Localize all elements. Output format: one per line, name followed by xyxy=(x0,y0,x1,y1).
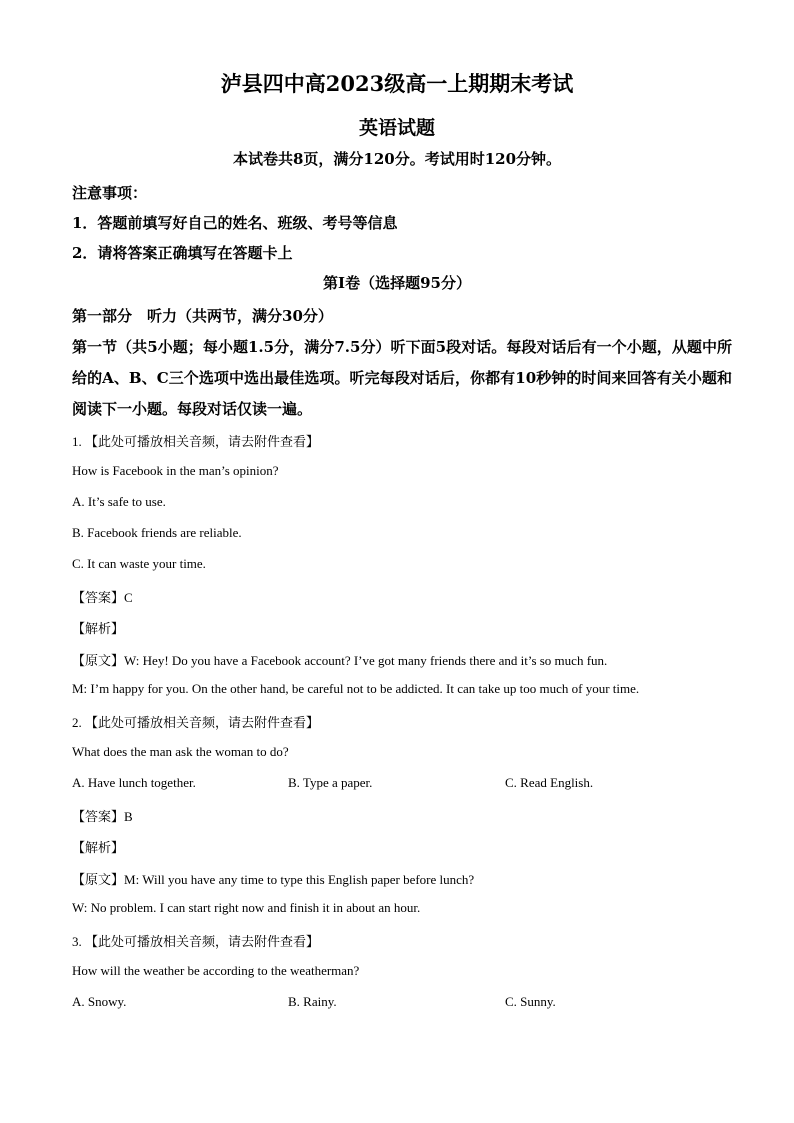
question-2-script-2: W: No problem. I can start right now and finish it in about an hour. xyxy=(72,900,421,915)
question-1-analysis xyxy=(72,618,124,637)
script-line: M: Will you have any time to type this English paper before lunch? xyxy=(124,872,475,887)
question-3-option-c: C. Sunny. xyxy=(505,994,556,1009)
volume-heading: 第I卷（选择题95分） xyxy=(323,274,471,292)
question-2-header xyxy=(72,712,319,731)
notice-item-2: 2．请将答案正确填写在答题卡上 xyxy=(72,244,293,262)
exam-title: 泸县四中高2023级高一上期期末考试 xyxy=(220,71,574,96)
notice-heading: 注意事项： xyxy=(72,184,148,202)
question-number: 2. xyxy=(72,715,82,730)
question-1-answer xyxy=(72,587,133,606)
question-2-option-b: B. Type a paper. xyxy=(288,775,373,790)
question-2-analysis xyxy=(72,837,124,856)
question-number: 3. xyxy=(72,934,82,949)
audio-note: 【此处可播放相关音频，请去附件查看】 xyxy=(85,935,320,950)
answer-value: B xyxy=(124,809,133,824)
question-2-option-c: C. Read English. xyxy=(505,775,594,790)
subject-title: 英语试题 xyxy=(358,117,435,139)
question-1-option-a: A. It’s safe to use. xyxy=(72,494,166,509)
notice-item-1: 1．答题前填写好自己的姓名、班级、考号等信息 xyxy=(72,214,398,232)
question-1-option-c: C. It can waste your time. xyxy=(72,556,206,571)
original-tag: 【原文】 xyxy=(72,873,125,888)
question-3-header xyxy=(72,931,319,950)
analysis-tag: 【解析】 xyxy=(72,841,125,856)
question-1-header xyxy=(72,431,319,450)
question-1-option-b: B. Facebook friends are reliable. xyxy=(72,525,242,540)
answer-tag: 【答案】 xyxy=(72,810,125,825)
question-1-script-1 xyxy=(72,650,607,669)
analysis-tag: 【解析】 xyxy=(72,622,125,637)
question-3-option-b: B. Rainy. xyxy=(288,994,337,1009)
question-2-script-1 xyxy=(72,869,474,888)
exam-info: 本试卷共8页，满分120分。考试用时120分钟。 xyxy=(232,150,562,168)
answer-value: C xyxy=(124,590,133,605)
question-2-option-a: A. Have lunch together. xyxy=(72,775,196,790)
question-3-option-a: A. Snowy. xyxy=(72,994,127,1009)
question-number: 1. xyxy=(72,434,82,449)
question-1-script-2: M: I’m happy for you. On the other hand, be careful not to be addicted. It can take up too much of your time. xyxy=(72,681,640,696)
part-heading: 第一部分 听力（共两节，满分30分） xyxy=(72,307,333,325)
question-3-stem: How will the weather be according to the weatherman? xyxy=(72,963,360,978)
original-tag: 【原文】 xyxy=(72,654,125,669)
answer-tag: 【答案】 xyxy=(72,591,125,606)
script-line: W: Hey! Do you have a Facebook account? I’ve got many friends there and it’s so much fun. xyxy=(124,653,608,668)
section-instructions: 第一节（共5小题；每小题1.5分，满分7.5分）听下面5段对话。每段对话后有一个小题，从题中所给的A、B、C三个选项中选出最佳选项。听完每段对话后，你都有10秒钟的时间来回答有关小题和阅读下一小题。每段对话仅读一遍。 xyxy=(72,338,732,418)
question-2-stem: What does the man ask the woman to do? xyxy=(72,744,289,759)
question-1-stem: How is Facebook in the man’s opinion? xyxy=(72,463,279,478)
question-2-answer xyxy=(72,806,133,825)
audio-note: 【此处可播放相关音频，请去附件查看】 xyxy=(85,716,320,731)
audio-note: 【此处可播放相关音频，请去附件查看】 xyxy=(85,435,320,450)
